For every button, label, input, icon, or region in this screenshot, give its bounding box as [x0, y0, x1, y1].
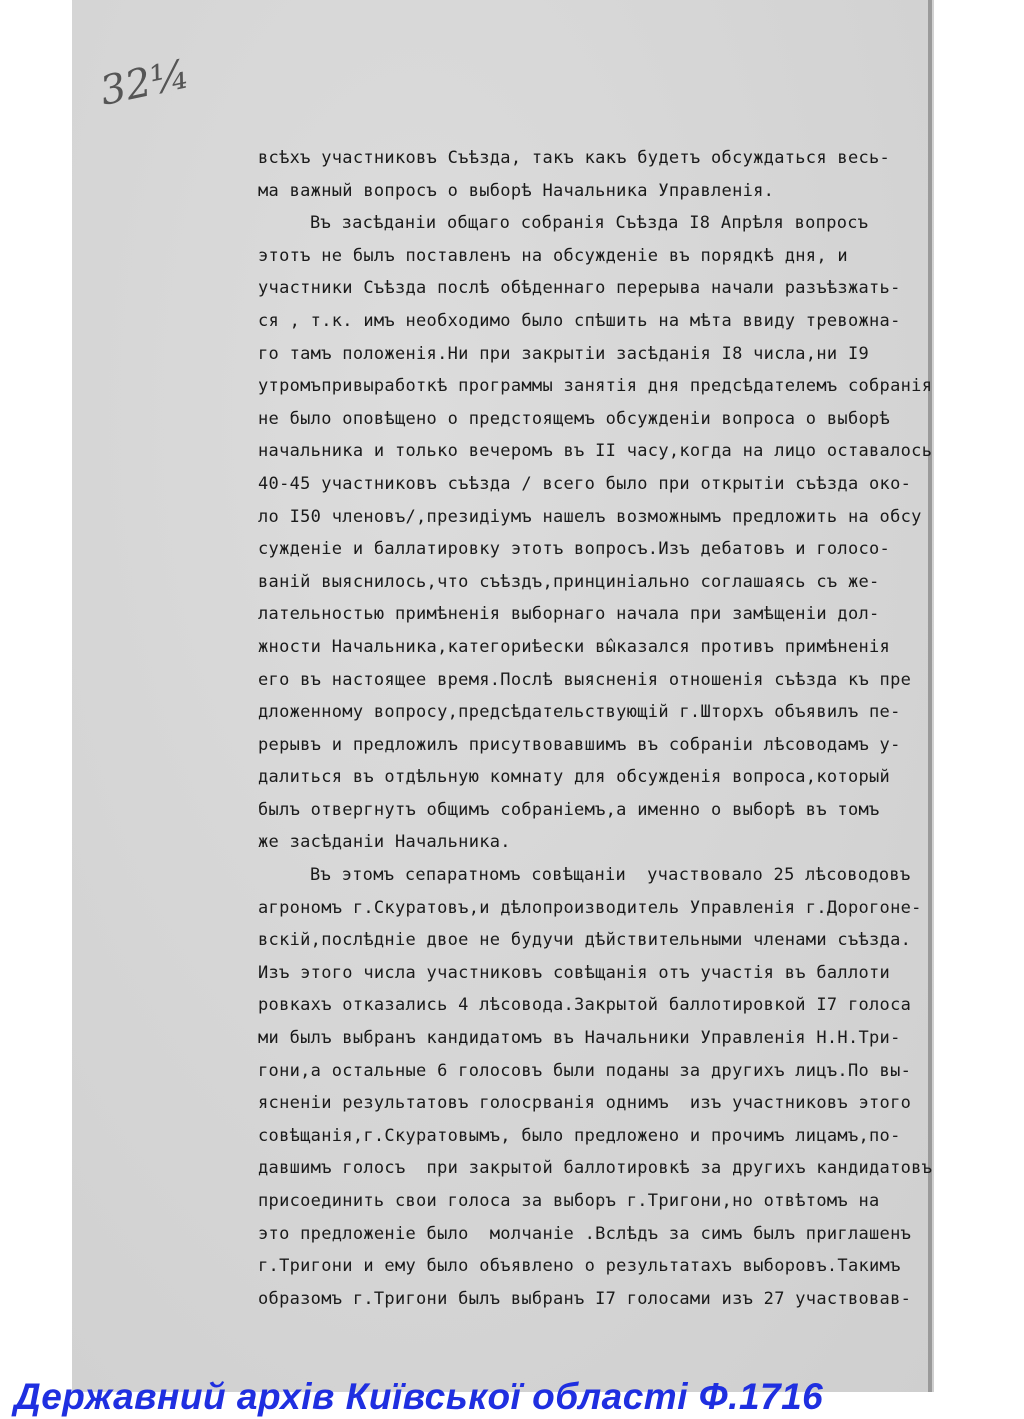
typewritten-text — [258, 142, 938, 1315]
text-line: ло I50 членовъ/,президiумъ нашелъ возможнымъ предложить на обсу — [258, 506, 922, 527]
text-line: сужденiе и баллатировку этотъ вопросъ.Изъ дебатовъ и голосо- — [258, 539, 891, 560]
text-line: былъ отвергнутъ общимъ собранiемъ,а именно о выборѣ въ томъ — [258, 799, 880, 820]
text-line: же засѣданiи Начальника. — [258, 832, 511, 853]
text-line: агрономъ г.Скуратовъ,и дѣлопроизводитель Управленiя г.Дорогоне- — [258, 897, 922, 918]
handwritten-page-number: 32¼ — [96, 51, 194, 115]
text-line: утромъпривыработкѣ программы занятiя дня предсѣдателемъ собранiя — [258, 376, 933, 397]
text-line: рерывъ и предложилъ присутвовавшимъ въ собранiи лѣсоводамъ у- — [258, 734, 901, 755]
text-line: гони,а остальные 6 голосовъ были поданы за другихъ лицъ.По вы- — [258, 1060, 912, 1081]
text-line: Изъ этого числа участниковъ совѣщанiя отъ участiя въ баллоти — [258, 962, 891, 983]
text-line: го тамъ положенiя.Ни при закрытiи засѣданiя I8 числа,ни I9 — [258, 343, 870, 364]
text-line: не было оповѣщено о предстоящемъ обсужденiи вопроса о выборѣ — [258, 408, 891, 429]
text-line: г.Тригони и ему было объявлено о результатахъ выборовъ.Такимъ — [258, 1256, 901, 1277]
text-line: ровкахъ отказались 4 лѣсовода.Закрытой баллотировкой I7 голоса — [258, 995, 912, 1016]
text-line: ма важный вопросъ о выборѣ Начальника Управленiя. — [258, 180, 775, 201]
text-line: жности Начальника,категориѣески вы̂казался противъ примѣненiя — [258, 636, 891, 657]
text-line: ся , т.к. имъ необходимо было спѣшить на мѣта ввиду тревожна- — [258, 310, 901, 331]
text-line: далиться въ отдѣльную комнату для обсужденiя вопроса,который — [258, 767, 891, 788]
text-line: 40-45 участниковъ съѣзда / всего было при открытiи съѣзда око- — [258, 473, 912, 494]
text-line: ванiй выяснилось,что съѣздъ,принциніально соглашаясь съ же- — [258, 571, 880, 592]
text-line: присоединить свои голоса за выборъ г.Тригони,но отвѣтомъ на — [258, 1191, 880, 1211]
text-line: этотъ не былъ поставленъ на обсужденiе въ порядкѣ дня, и — [258, 245, 848, 266]
text-line: вскiй,послѣднiе двое не будучи дѣйствительными членами съѣзда. — [258, 930, 912, 951]
archive-watermark: Державний архів Київської області Ф.1716 — [14, 1376, 824, 1417]
text-line: лательностью примѣненiя выборнаго начала при замѣщенiи дол- — [258, 604, 880, 625]
text-line: ми былъ выбранъ кандидатомъ въ Начальники Управленiя Н.Н.Три- — [258, 1028, 901, 1049]
text-line: совѣщанiя,г.Скуратовымъ, было предложено и прочимъ лицамъ,по- — [258, 1125, 901, 1146]
text-line: всѣхъ участниковъ Съѣзда, такъ какъ будетъ обсуждаться весь- — [258, 148, 891, 168]
text-line: Въ этомъ сепаратномъ совѣщанiи участвовало 25 лѣсоводовъ — [310, 865, 911, 886]
text-line: Въ засѣданiи общаго собранiя Съѣзда I8 Апрѣля вопросъ — [310, 213, 869, 234]
text-line: участники Съѣзда послѣ обѣденнаго перерыва начали разъѣзжать- — [258, 278, 901, 299]
text-line: дложенному вопросу,предсѣдательствующiй г.Шторхъ объявилъ пе- — [258, 702, 901, 723]
text-line: начальника и только вечеромъ въ II часу,когда на лицо оставалось — [258, 441, 933, 462]
text-line: давшимъ голосъ при закрытой баллотировкѣ за другихъ кандидатовъ — [258, 1158, 933, 1179]
text-line: ясненiи результатовъ голосрванiя однимъ изъ участниковъ этого — [258, 1093, 912, 1114]
text-line: это предложенiе было молчанiе .Вслѣдъ за симъ былъ приглашенъ — [258, 1223, 912, 1244]
text-line: образомъ г.Тригони былъ выбранъ I7 голосами изъ 27 участвовав- — [258, 1288, 912, 1309]
text-line: его въ настоящее время.Послѣ выясненiя отношенiя съѣзда къ пре — [258, 669, 912, 690]
